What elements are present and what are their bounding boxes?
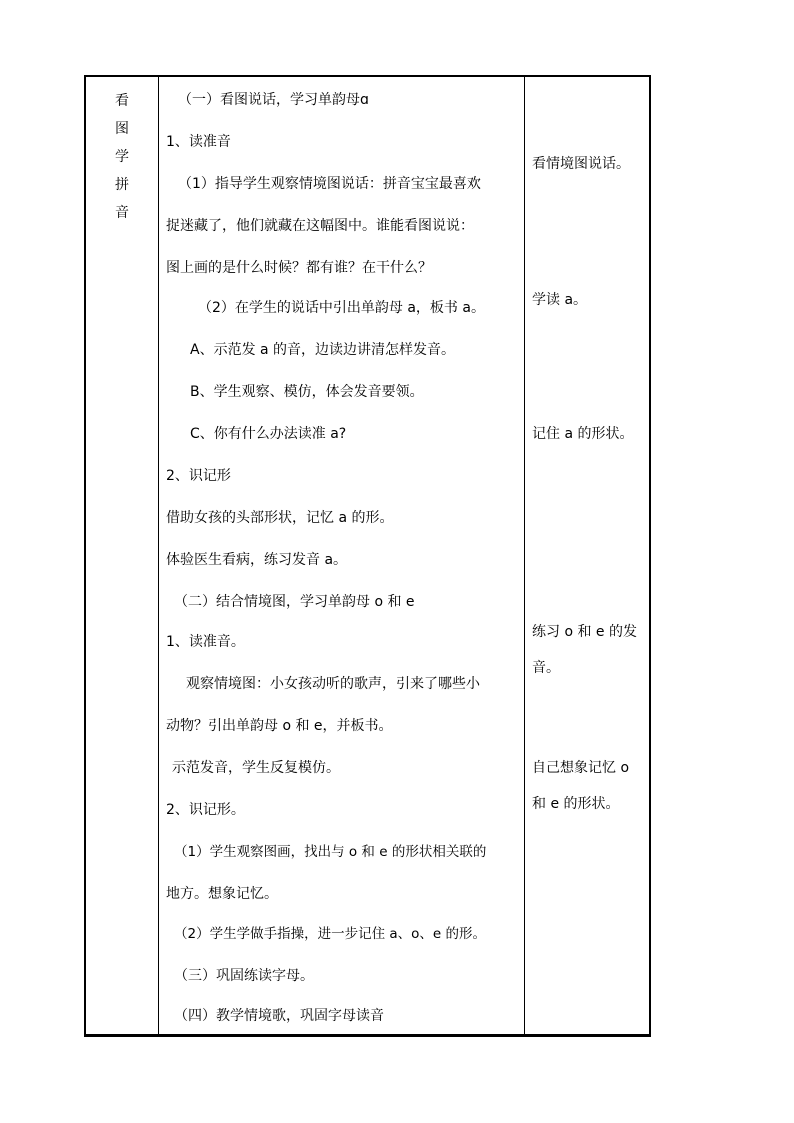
step-line: （2）在学生的说话中引出单韵母 a，板书 a。 <box>198 300 485 316</box>
section-title-char: 图 <box>115 121 129 137</box>
step-line: 2、识记形 <box>166 468 231 484</box>
lesson-table <box>84 75 651 1037</box>
section-title <box>86 87 158 227</box>
column-divider-2 <box>524 77 525 1034</box>
step-line: （1）学生观察图画，找出与 o 和 e 的形状相关联的 <box>174 844 487 860</box>
activity-line: 自己想象记忆 o <box>532 760 630 776</box>
section-title-char: 音 <box>115 205 129 221</box>
step-line: 图上画的是什么时候？都有谁？在干什么？ <box>166 260 432 276</box>
step-line: 1、读准音 <box>166 134 231 150</box>
activity-line: 看情境图说话。 <box>532 156 630 172</box>
section-title-char: 看 <box>115 93 129 109</box>
step-line: 示范发音，学生反复模仿。 <box>172 760 340 776</box>
step-line: 捉迷藏了，他们就藏在这幅图中。谁能看图说说： <box>166 218 474 234</box>
activity-line: 记住 a 的形状。 <box>532 426 634 442</box>
step-heading: （三）巩固练读字母。 <box>174 968 314 984</box>
step-line: 借助女孩的头部形状，记忆 a 的形。 <box>166 510 394 526</box>
activity-line: 和 e 的形状。 <box>532 796 620 812</box>
activity-line: 音。 <box>532 660 560 676</box>
column-divider-1 <box>158 77 159 1034</box>
step-line: （1）指导学生观察情境图说话：拼音宝宝最喜欢 <box>178 176 481 192</box>
step-line: 1、读准音。 <box>166 634 245 650</box>
step-line: 体验医生看病，练习发音 a。 <box>166 552 348 568</box>
activity-line: 学读 a。 <box>532 292 588 308</box>
step-heading: （一）看图说话，学习单韵母ɑ <box>178 92 369 108</box>
activity-line: 练习 o 和 e 的发 <box>532 624 637 640</box>
step-line: B、学生观察、模仿，体会发音要领。 <box>190 384 424 400</box>
section-title-char: 拼 <box>115 177 129 193</box>
step-line: C、你有什么办法读准 a? <box>190 426 347 442</box>
step-line: 观察情境图：小女孩动听的歌声，引来了哪些小 <box>186 676 480 692</box>
section-title-char: 学 <box>115 149 129 165</box>
step-line: A、示范发 a 的音，边读边讲清怎样发音。 <box>190 342 456 358</box>
step-heading: （四）教学情境歌，巩固字母读音 <box>174 1008 384 1024</box>
step-line: 2、识记形。 <box>166 802 245 818</box>
step-line: 地方。想象记忆。 <box>166 886 278 902</box>
step-heading: （二）结合情境图，学习单韵母 o 和 e <box>174 594 415 610</box>
step-line: （2）学生学做手指操，进一步记住 a、o、e 的形。 <box>174 926 487 942</box>
step-line: 动物？引出单韵母 o 和 e，并板书。 <box>166 718 393 734</box>
